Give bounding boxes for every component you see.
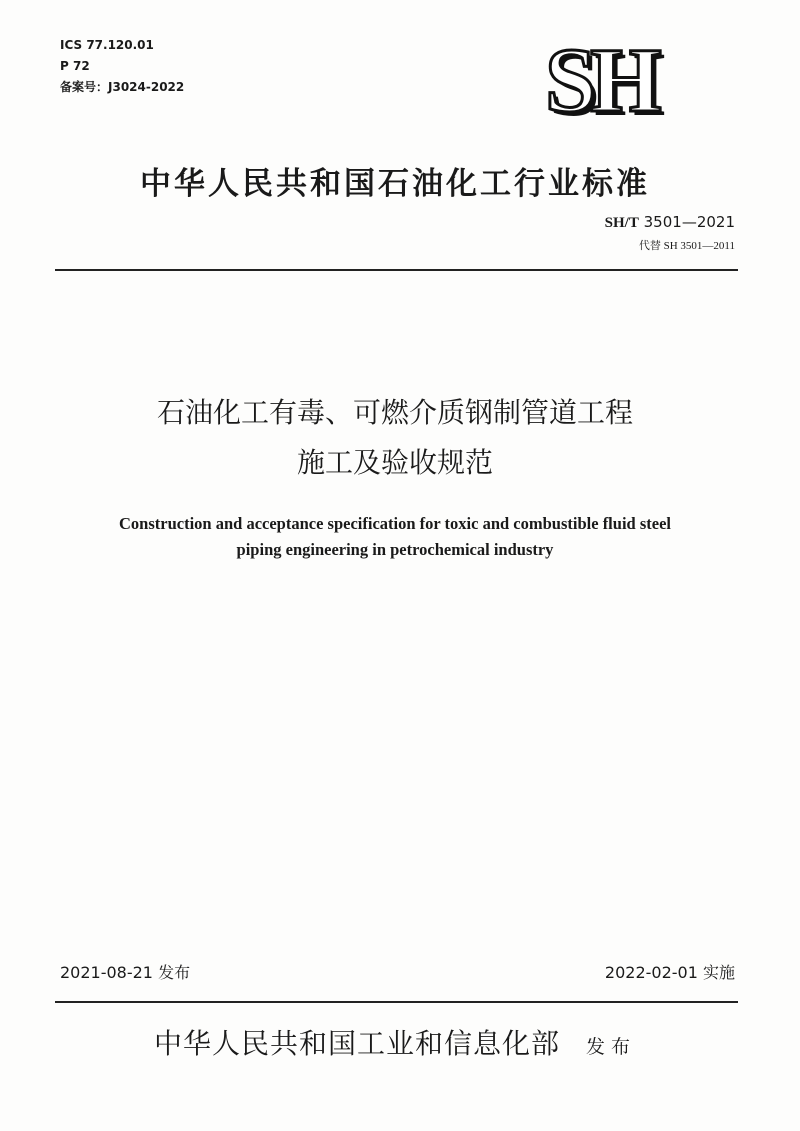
title-en-line: piping engineering in petrochemical industry	[236, 540, 554, 559]
header-title: 中华人民共和国石油化工行业标准	[140, 166, 650, 202]
title-cn-line: 施工及验收规范	[296, 446, 493, 479]
top-divider	[55, 269, 738, 271]
ccs-code: P 72	[60, 59, 90, 73]
issuer-action: 发布	[586, 1036, 637, 1058]
bottom-divider	[55, 1001, 738, 1003]
standard-code	[605, 213, 735, 232]
issuer	[0, 1022, 790, 1062]
issuer-name: 中华人民共和国工业和信息化部	[153, 1027, 560, 1060]
replaces-standard: 代替 SH 3501—2011	[638, 240, 735, 252]
filing-number: 备案号：J3024-2022	[60, 80, 185, 94]
title-en-line: Construction and acceptance specification for toxic and combustible fluid steel	[119, 514, 671, 533]
implementation-date: 2022-02-01 实施	[604, 963, 735, 982]
title-cn	[0, 388, 790, 488]
title-en	[0, 511, 790, 563]
standard-prefix: SH/T	[604, 215, 639, 231]
sh-logo: SH	[545, 29, 656, 131]
issue-date: 2021-08-21 发布	[60, 963, 191, 982]
title-cn-line: 石油化工有毒、可燃介质钢制管道工程	[156, 396, 633, 429]
ics-code: ICS 77.120.01	[60, 38, 154, 52]
standard-number: 3501—2021	[643, 213, 735, 231]
